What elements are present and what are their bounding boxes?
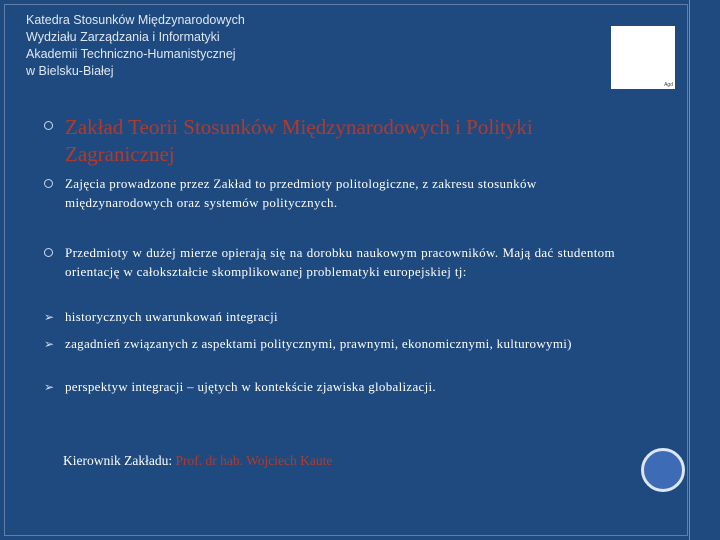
circle-bullet-icon bbox=[44, 121, 53, 130]
decorative-circle bbox=[641, 448, 685, 492]
list-item: historycznych uwarunkowań integracji bbox=[65, 309, 278, 324]
list-item: perspektyw integracji – ujętych w kontekście zjawiska globalizacji. bbox=[65, 379, 436, 394]
list-item: zagadnień związanych z aspektami politycznymi, prawnymi, ekonomicznymi, kulturowymi) bbox=[65, 336, 572, 351]
logo-tag: Agd bbox=[664, 82, 673, 88]
paragraph-courses: Zajęcia prowadzone przez Zakład to przedmioty politologiczne, z zakresu stosunków międzynarodowych oraz systemów politycznych. bbox=[65, 176, 537, 210]
head-name: Prof. dr hab. Wojciech Kaute bbox=[175, 453, 333, 468]
logo-image bbox=[611, 26, 675, 89]
head-label: Kierownik Zakładu: bbox=[63, 453, 173, 468]
arrow-bullet-icon: ➢ bbox=[44, 310, 55, 324]
section-title: Zakład Teorii Stosunków Międzynarodowych i Polityki Zagranicznej bbox=[65, 115, 533, 166]
right-border-line bbox=[689, 0, 690, 540]
header-line: w Bielsku-Białej bbox=[26, 64, 114, 78]
header-line: Wydziału Zarządzania i Informatyki bbox=[26, 30, 220, 44]
arrow-bullet-icon: ➢ bbox=[44, 380, 55, 394]
circle-bullet-icon bbox=[44, 179, 53, 188]
paragraph-subjects: Przedmioty w dużej mierze opierają się na dorobku naukowym pracowników. Mają dać studentom orientację w całokształcie skomplikowanej problematyki europejskiej tj: bbox=[65, 245, 615, 279]
header-line: Akademii Techniczno-Humanistycznej bbox=[26, 47, 236, 61]
institution-header bbox=[26, 12, 245, 80]
arrow-bullet-icon: ➢ bbox=[44, 337, 55, 351]
header-line: Katedra Stosunków Międzynarodowych bbox=[26, 13, 245, 27]
circle-bullet-icon bbox=[44, 248, 53, 257]
department-head bbox=[63, 453, 332, 469]
